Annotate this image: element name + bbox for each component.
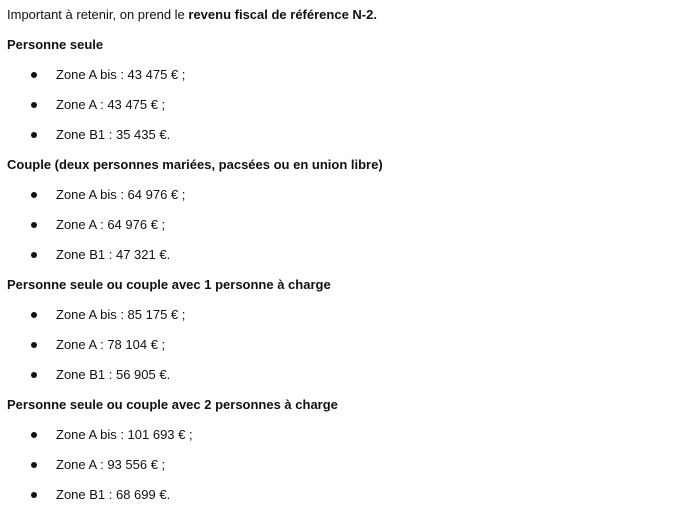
intro-text: Important à retenir, on prend le bbox=[7, 7, 189, 22]
section-personne-seule bbox=[7, 34, 687, 146]
list-item bbox=[7, 214, 687, 236]
bullet-icon bbox=[31, 312, 37, 318]
section-heading: Personne seule ou couple avec 2 personnes à charge bbox=[7, 397, 338, 412]
bullet-icon bbox=[31, 132, 37, 138]
bullet-icon bbox=[31, 252, 37, 258]
list-item-text: Zone A : 43 475 € ; bbox=[56, 97, 166, 112]
bullet-icon bbox=[31, 102, 37, 108]
list-item bbox=[7, 424, 687, 446]
intro-paragraph bbox=[7, 4, 687, 26]
income-list bbox=[7, 304, 687, 386]
bullet-icon bbox=[31, 222, 37, 228]
list-item-text: Zone A : 93 556 € ; bbox=[56, 457, 166, 472]
list-item bbox=[7, 304, 687, 326]
section-heading: Couple (deux personnes mariées, pacsées ou en union libre) bbox=[7, 157, 383, 172]
list-item bbox=[7, 364, 687, 386]
list-item bbox=[7, 64, 687, 86]
bullet-icon bbox=[31, 492, 37, 498]
bullet-icon bbox=[31, 462, 37, 468]
list-item bbox=[7, 94, 687, 116]
list-item-text: Zone A bis : 85 175 € ; bbox=[56, 307, 186, 322]
list-item-text: Zone B1 : 47 321 €. bbox=[56, 247, 171, 262]
intro-emphasis: revenu fiscal de référence N-2. bbox=[188, 7, 377, 22]
section-heading: Personne seule ou couple avec 1 personne à charge bbox=[7, 277, 331, 292]
section-one-dependent bbox=[7, 274, 687, 386]
section-heading: Personne seule bbox=[7, 37, 104, 52]
income-list bbox=[7, 64, 687, 146]
bullet-icon bbox=[31, 342, 37, 348]
list-item-text: Zone B1 : 68 699 €. bbox=[56, 487, 171, 502]
income-list bbox=[7, 424, 687, 506]
list-item-text: Zone A bis : 64 976 € ; bbox=[56, 187, 186, 202]
list-item-text: Zone B1 : 56 905 €. bbox=[56, 367, 171, 382]
list-item bbox=[7, 334, 687, 356]
list-item-text: Zone B1 : 35 435 €. bbox=[56, 127, 171, 142]
list-item bbox=[7, 484, 687, 506]
document-body bbox=[7, 4, 687, 514]
list-item bbox=[7, 124, 687, 146]
list-item-text: Zone A bis : 101 693 € ; bbox=[56, 427, 193, 442]
bullet-icon bbox=[31, 372, 37, 378]
list-item bbox=[7, 454, 687, 476]
section-two-dependents bbox=[7, 394, 687, 506]
list-item-text: Zone A : 64 976 € ; bbox=[56, 217, 166, 232]
section-couple bbox=[7, 154, 687, 266]
list-item-text: Zone A : 78 104 € ; bbox=[56, 337, 166, 352]
list-item bbox=[7, 184, 687, 206]
list-item bbox=[7, 244, 687, 266]
bullet-icon bbox=[31, 72, 37, 78]
bullet-icon bbox=[31, 192, 37, 198]
list-item-text: Zone A bis : 43 475 € ; bbox=[56, 67, 186, 82]
income-list bbox=[7, 184, 687, 266]
bullet-icon bbox=[31, 432, 37, 438]
